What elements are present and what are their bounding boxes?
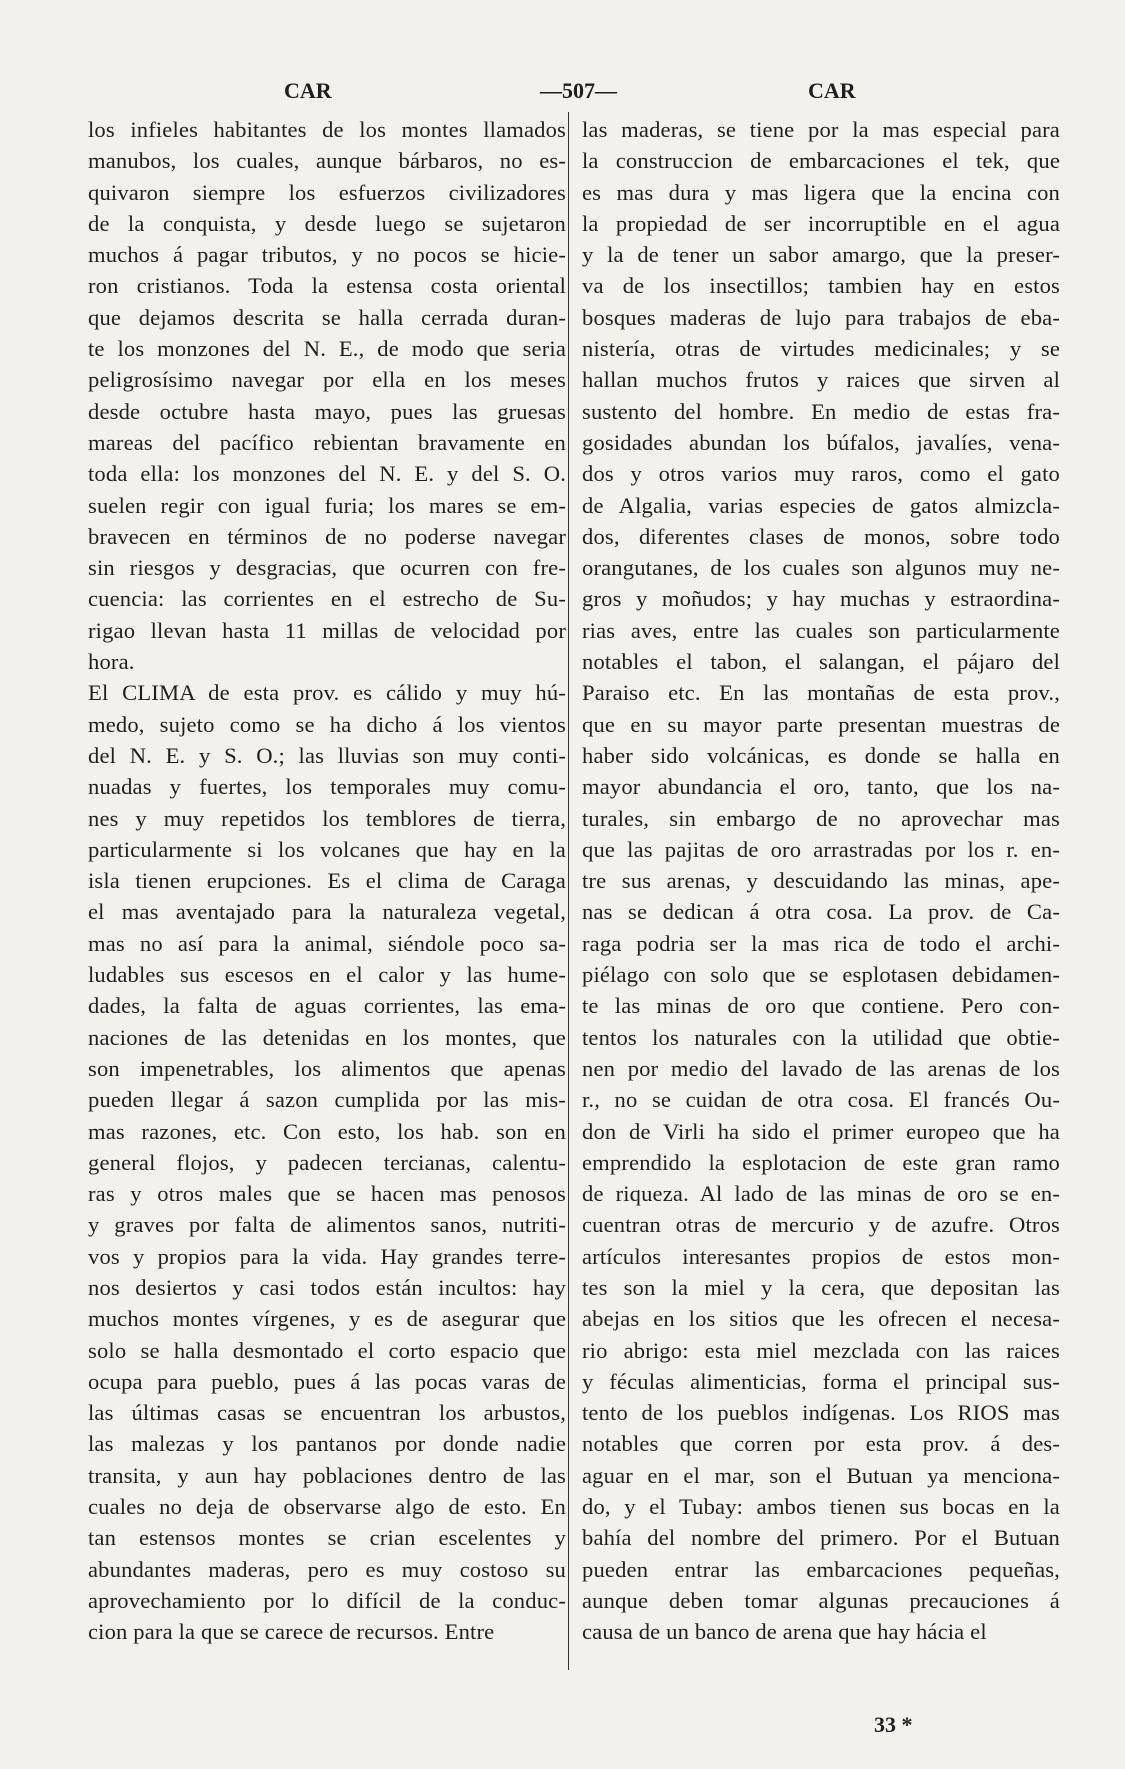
text-line: rias aves, entre las cuales son particularmente [582,617,1060,643]
text-line: general flojos, y padecen tercianas, calentu- [88,1149,566,1175]
text-line: tentos los naturales con la utilidad que obtie- [582,1024,1060,1050]
text-line: gros y moñudos; y hay muchas y estraordina- [582,586,1060,612]
text-line: del N. E. y S. O.; las lluvias son muy conti- [88,742,566,768]
text-line: El CLIMA de esta prov. es cálido y muy hú- [88,680,566,706]
text-line: particularmente si los volcanes que hay en la [88,836,566,862]
text-line: raga podria ser la mas rica de todo el archi- [582,930,1060,956]
text-line: cion para la que se carece de recursos. Entre [88,1619,495,1645]
text-line: el mas aventajado para la naturaleza vegetal, [88,899,566,925]
text-line: orangutanes, de los cuales son algunos muy ne- [582,555,1060,581]
text-line: don de Virli ha sido el primer europeo que ha [582,1118,1060,1144]
text-line: aprovechamiento por lo difícil de la conduc- [88,1587,566,1613]
text-line: quivaron siempre los esfuerzos civilizadores [88,179,566,205]
text-line: notables el tabon, el salangan, el pájaro del [582,649,1060,675]
text-line: gosidades abundan los búfalos, javalíes, vena- [582,429,1060,455]
text-line: manubos, los cuales, aunque bárbaros, no es- [88,148,566,174]
text-line: ron cristianos. Toda la estensa costa oriental [88,273,566,299]
text-line: pueden llegar á sazon cumplida por las mis- [88,1087,566,1113]
text-line: aguar en el mar, son el Butuan ya menciona- [582,1462,1060,1488]
text-line: nistería, otras de virtudes medicinales; y se [582,336,1060,362]
text-line: la construccion de embarcaciones el tek, que [582,148,1060,174]
text-line: las malezas y los pantanos por donde nadie [88,1431,566,1457]
text-line: que en su mayor parte presentan muestras de [582,711,1060,737]
text-line: cuales no deja de observarse algo de esto. En [88,1494,566,1520]
text-line: turales, sin embargo de no aprovechar mas [582,805,1060,831]
text-line: naciones de las detenidas en los montes, que [88,1024,566,1050]
text-line: piélago con solo que se esplotasen debidamen- [582,962,1060,988]
text-line: la propiedad de ser incorruptible en el agua [582,210,1060,236]
text-line: de Algalia, varias especies de gatos almizcla- [582,492,1060,518]
text-line: ras y otros males que se hacen mas penosos [88,1181,566,1207]
text-line: abejas en los sitios que les ofrecen el necesa- [582,1306,1060,1332]
column-divider [568,112,569,1670]
text-line: do, y el Tubay: ambos tienen sus bocas en la [582,1494,1060,1520]
text-line: va de los insectillos; tambien hay en estos [582,273,1060,299]
text-line: pueden entrar las embarcaciones pequeñas, [582,1556,1060,1582]
text-line: dades, la falta de aguas corrientes, las ema- [88,993,566,1019]
text-line: isla tienen erupciones. Es el clima de Caraga [88,868,566,894]
text-line: ocupa para pueblo, pues á las pocas varas de [88,1368,566,1394]
text-line: toda ella: los monzones del N. E. y del S. O. [88,461,566,487]
text-line: emprendido la esplotacion de este gran ramo [582,1149,1060,1175]
text-line: artículos interesantes propios de estos mon- [582,1243,1060,1269]
text-line: r., no se cuidan de otra cosa. El francés Ou- [582,1087,1060,1113]
text-line: nen por medio del lavado de las arenas de los [582,1055,1060,1081]
text-line: dos y otros varios muy raros, como el gato [582,461,1060,487]
text-line: mas no así para la animal, siéndole poco sa- [88,930,566,956]
text-line: hallan muchos frutos y raices que sirven al [582,367,1060,393]
text-line: cuentran otras de mercurio y de azufre. Otros [582,1212,1060,1238]
text-line: las maderas, se tiene por la mas especial para [582,117,1060,142]
text-line: transita, y aun hay poblaciones dentro de las [88,1462,566,1488]
text-line: vos y propios para la vida. Hay grandes terre- [88,1243,566,1269]
text-line: y féculas alimenticias, forma el principal sus- [582,1368,1060,1394]
running-header [0,78,1125,114]
text-line: de la conquista, y desde luego se sujetaron [88,210,566,236]
text-line: aunque deben tomar algunas precauciones á [582,1587,1060,1613]
header-right: CAR [808,78,856,103]
text-line: cuencia: las corrientes en el estrecho de Su- [88,586,566,612]
text-line: nes y muy repetidos los temblores de tierra, [88,805,566,831]
text-line: te las minas de oro que contiene. Pero con- [582,993,1060,1019]
text-line: rio abrigo: esta miel mezclada con las raices [582,1337,1060,1363]
text-line: medo, sujeto como se ha dicho á los vientos [88,711,566,737]
text-line: notables que corren por esta prov. á des- [582,1431,1060,1457]
text-line: haber sido volcánicas, es donde se halla en [582,742,1060,768]
text-line: son impenetrables, los alimentos que apenas [88,1055,566,1081]
text-line: tes son la miel y la cera, que depositan las [582,1274,1060,1300]
text-line: ludables sus escesos en el calor y las hume- [88,962,566,988]
text-line: sin riesgos y desgracias, que ocurren con fre- [88,555,566,581]
text-line: tento de los pueblos indígenas. Los RIOS mas [582,1400,1060,1426]
text-line: suelen regir con igual furia; los mares se em- [88,492,566,518]
text-line: mareas del pacífico rebientan bravamente en [88,429,566,455]
text-line: los infieles habitantes de los montes llamados [88,117,566,142]
text-line: bravecen en términos de no poderse navegar [88,523,566,549]
text-line: nos desiertos y casi todos están incultos: hay [88,1274,566,1300]
text-line: Paraiso etc. En las montañas de esta prov., [582,680,1060,706]
text-line: causa de un banco de arena que hay hácia el [582,1619,987,1645]
text-line: tan estensos montes se crian escelentes y [88,1525,566,1551]
signature-mark: 33 * [874,1712,913,1737]
left-column [88,114,566,1648]
text-line: tre sus arenas, y descuidando las minas, ape- [582,868,1060,894]
text-line: desde octubre hasta mayo, pues las gruesas [88,398,566,424]
page-number: —507— [540,78,617,103]
text-line: rigao llevan hasta 11 millas de velocidad por [88,617,566,643]
text-line: es mas dura y mas ligera que la encina con [582,179,1060,205]
text-line: peligrosísimo navegar por ella en los meses [88,367,566,393]
header-left: CAR [284,78,332,103]
text-line: muchos á pagar tributos, y no pocos se hicie- [88,242,566,268]
text-line: las últimas casas se encuentran los arbustos, [88,1400,566,1426]
text-line: mayor abundancia el oro, tanto, que los na- [582,774,1060,800]
text-line: muchos montes vírgenes, y es de asegurar que [88,1306,566,1332]
text-line: mas razones, etc. Con esto, los hab. son en [88,1118,566,1144]
text-line: nas se dedican á otra cosa. La prov. de Ca- [582,899,1060,925]
text-line: y graves por falta de alimentos sanos, nutriti- [88,1212,566,1238]
text-line: bosques maderas de lujo para trabajos de eba- [582,304,1060,330]
text-line: que dejamos descrita se halla cerrada duran- [88,304,566,330]
text-line: que las pajitas de oro arrastradas por los r. en- [582,836,1060,862]
text-line: y la de tener un sabor amargo, que la preser- [582,242,1060,268]
text-line: abundantes maderas, pero es muy costoso su [88,1556,566,1582]
text-line: sustento del hombre. En medio de estas fra- [582,398,1060,424]
text-line: bahía del nombre del primero. Por el Butuan [582,1525,1060,1551]
text-line: dos, diferentes clases de monos, sobre todo [582,523,1060,549]
text-line: hora. [88,649,135,675]
text-line: solo se halla desmontado el corto espacio que [88,1337,566,1363]
right-column [582,114,1060,1648]
text-line: nuadas y fuertes, los temporales muy comu- [88,774,566,800]
text-line: te los monzones del N. E., de modo que seria [88,336,566,362]
text-line: de riqueza. Al lado de las minas de oro se en- [582,1181,1060,1207]
